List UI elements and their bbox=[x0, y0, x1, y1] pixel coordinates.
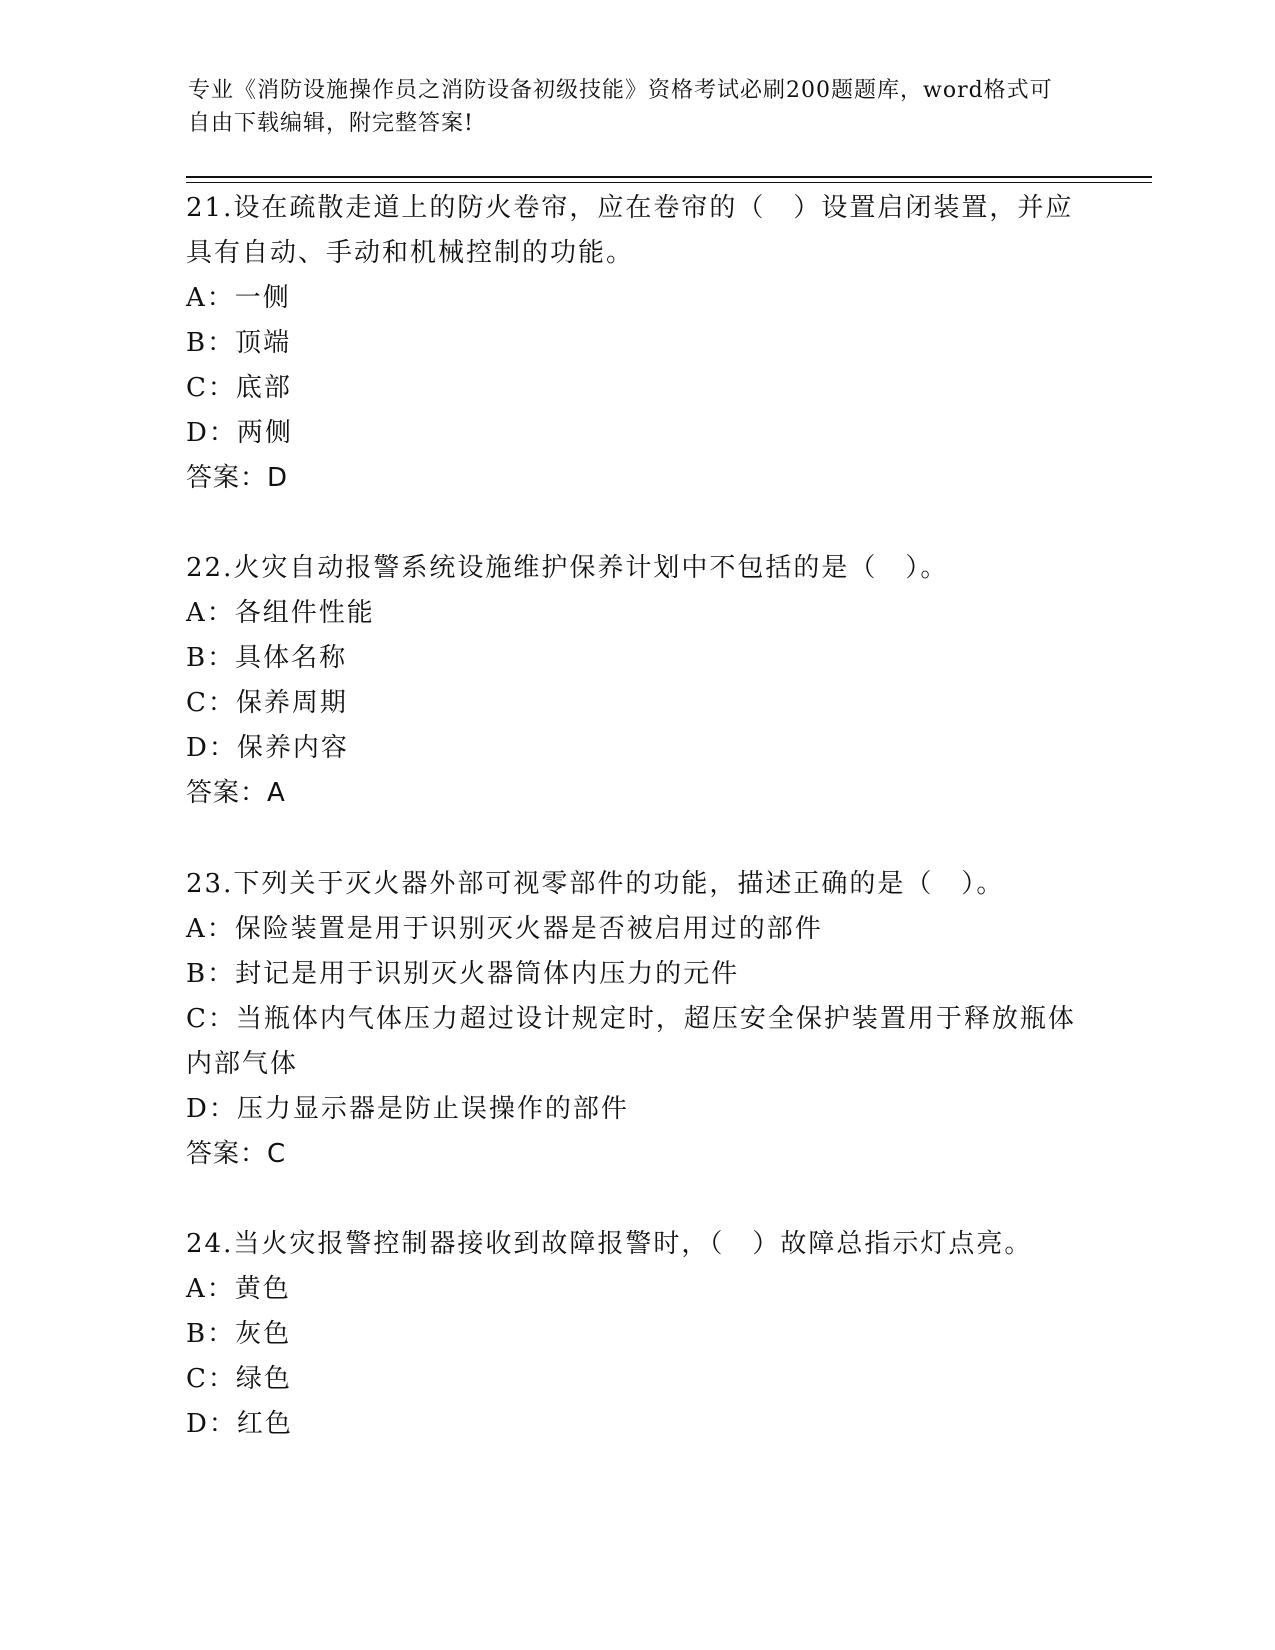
question-stem: 22.火灾自动报警系统设施维护保养计划中不包括的是（ ）。 bbox=[186, 553, 949, 583]
answer: 答案：A bbox=[186, 778, 286, 808]
option-c: C：底部 bbox=[186, 373, 292, 403]
header-divider-thin bbox=[186, 182, 1152, 183]
answer: 答案：D bbox=[186, 463, 289, 493]
option-d: D：保养内容 bbox=[186, 733, 349, 763]
option-c: C：当瓶体内气体压力超过设计规定时，超压安全保护装置用于释放瓶体内部气体 bbox=[186, 1004, 1076, 1079]
option-a: A：一侧 bbox=[186, 283, 291, 313]
option-a: A：各组件性能 bbox=[186, 598, 375, 628]
question-23 bbox=[186, 862, 1086, 1177]
document-header: 专业《消防设施操作员之消防设备初级技能》资格考试必刷200题题库，word格式可自由下载编辑，附完整答案! bbox=[188, 78, 1053, 136]
option-b: B：灰色 bbox=[186, 1319, 292, 1349]
option-d: D：压力显示器是防止误操作的部件 bbox=[186, 1094, 629, 1124]
option-c: C：保养周期 bbox=[186, 688, 348, 718]
option-d: D：两侧 bbox=[186, 418, 293, 448]
answer: 答案：C bbox=[186, 1139, 287, 1169]
question-24 bbox=[186, 1222, 1086, 1447]
option-b: B：具体名称 bbox=[186, 643, 348, 673]
option-a: A：保险装置是用于识别灭火器是否被启用过的部件 bbox=[186, 914, 823, 944]
option-a: A：黄色 bbox=[186, 1274, 291, 1304]
question-stem: 21.设在疏散走道上的防火卷帘，应在卷帘的（ ）设置启闭装置，并应具有自动、手动和机械控制的功能。 bbox=[186, 193, 1074, 268]
question-22 bbox=[186, 546, 1086, 816]
question-stem: 23.下列关于灭火器外部可视零部件的功能，描述正确的是（ ）。 bbox=[186, 869, 1005, 899]
question-stem: 24.当火灾报警控制器接收到故障报警时，（ ）故障总指示灯点亮。 bbox=[186, 1229, 1033, 1259]
question-21 bbox=[186, 186, 1086, 501]
header-divider-thick bbox=[186, 176, 1152, 178]
option-d: D：红色 bbox=[186, 1409, 293, 1439]
option-b: B：顶端 bbox=[186, 328, 292, 358]
option-b: B：封记是用于识别灭火器筒体内压力的元件 bbox=[186, 959, 740, 989]
option-c: C：绿色 bbox=[186, 1364, 292, 1394]
